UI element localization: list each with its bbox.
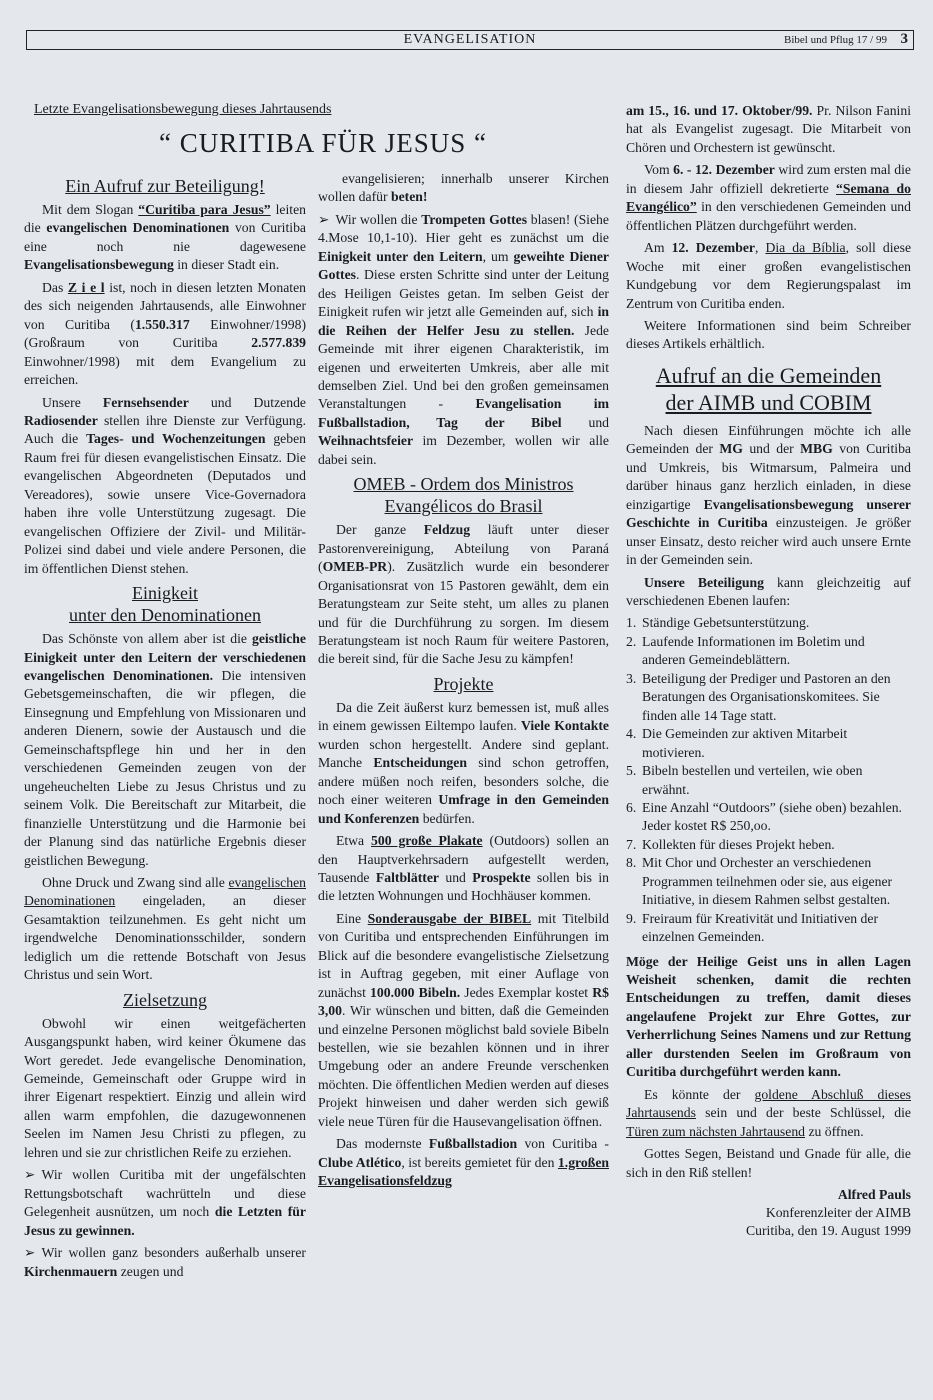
heading-omeb: OMEB - Ordem dos Ministros [353, 474, 574, 495]
headline: “ CURITIBA FÜR JESUS “ [158, 128, 488, 158]
paragraph: Möge der Heilige Geist uns in allen Lagen Weisheit schenken, damit die rechten Entscheidungen zu treffen, damit dieses angelaufene Projekt zur Ehre Gottes, zur Verherrlichung Seines Namens und zur Rettung aller durstenden Seelen im Großraum von Curitiba durchgeführt werden kann. [626, 953, 911, 1080]
heading-einigkeit: Einigkeit [132, 583, 198, 604]
bullet-item: ➢ Wir wollen Curitiba mit der ungefälschten Rettungsbotschaft wachrütteln und diese Gelegenheit ausnützen, um noch die Letzten für Jesus zu gewinnen. [24, 1167, 306, 1238]
arrow-icon: ➢ [24, 1167, 36, 1183]
heading-aufruf: Ein Aufruf zur Beteiligung! [65, 176, 265, 196]
heading-projekte: Projekte [433, 673, 494, 694]
paragraph: Es könnte der goldene Abschluß dieses Jahrtausends sein und der beste Schlüssel, die Türen zum nächsten Jahrtausend zu öffnen. [626, 1086, 911, 1139]
paragraph: Ohne Druck und Zwang sind alle evangelischen Denominationen eingeladen, an dieser Gesamtaktion teilzunehmen. Es geht nicht um irgendwelche Denominationsschilder, sondern lediglich um die rettende Botschaft von Jesus Christus und sein Wort. [24, 874, 306, 983]
paragraph: Das Schönste von allem aber ist die geistliche Einigkeit unter den Leitern der verschiedenen evangelischen Denominationen. Die intensiven Gebetsgemeinschaften, die wir pflegen, die Einsegnung und Empfehlung von Missionaren und anderen Dienern, sowie der Austausch und die Gemeinschaftspflege hin und her in den verschiedenen Gemeinden zeugen von der ungeheuchelten Liebe zu Jesus Christus und zu seinem Volk. Die Bereitschaft zur Mitarbeit, die finanzielle Unterstützung und die Harmonie bei der Planung sind das natürliche Ergebnis dieser geistlichen Bewegung. [24, 631, 306, 868]
paragraph: Vom 6. - 12. Dezember wird zum ersten mal die in diesem Jahr offiziell dekretierte “Semana do Evangélico” in den verschiedenen Gemeinden und öffentlichen Plätzen durchgeführt werden. [626, 162, 911, 233]
paragraph: Gottes Segen, Beistand und Gnade für alle, die sich in den Riß stellen! [626, 1146, 911, 1180]
paragraph: Da die Zeit äußerst kurz bemessen ist, muß alles in einem gewissen Eiltempo laufen. Viele Kontakte wurden schon hergestellt. Andere sind geplant. Manche Entscheidungen sind schon getroffen, andere müßen noch reifen, besonders solche, die noch einer weiteren Umfrage in den Gemeinden und Konferenzen bedürfen. [318, 699, 609, 826]
bullet-item: ➢ Wir wollen die Trompeten Gottes blasen! (Siehe 4.Mose 10,1-10). Hier geht es zunächst um die Einigkeit unter den Leitern, um geweihte Diener Gottes. Diese ersten Schritte sind unter der Leitung des Heiligen Geistes getan. Im selben Geist der Einigkeit rufen wir jetzt alle Gemeinden auf, sich in die Reihen der Helfer Jesu zu stellen. Jede Gemeinde mit ihrer eigenen Charakteristik, im eigenen und erweiterten Umkreis, aber alle mit demselben Ziel. Und bei den großen gemeinsamen Veranstaltungen - Evangelisation im Fußballstadion, Tag der Bibel und Weihnachtsfeier im Dezember, wollen wir alle dabei sein. [318, 211, 610, 467]
list-item: 5. Bibeln bestellen und verteilen, wie oben erwähnt. [626, 763, 863, 797]
paragraph: Obwohl wir einen weitgefächerten Ausgangspunkt haben, wird keiner Ökumene das Wort geredet. Jede evangelische Denomination, Gemeinde, Gemeinschaft oder Gruppe wird in ihrer Eigenart respektiert. Einzig und allein wird allen warm empfohlen, die dazugewonnenen Seelen im Namen Jesu Christi zu pflegen, zu lehren und sie zur christlichen Reife zu erziehen. [24, 1015, 306, 1160]
heading-omeb-sub: Evangélicos do Brasil [384, 496, 543, 517]
list-item: 1. Ständige Gebetsunterstützung. [626, 615, 810, 631]
paragraph: Nach diesen Einführungen möchte ich alle Gemeinden der MG und der MBG von Curitiba und Umkreis, bis Witmarsum, Palmeira und darüber hinaus ganz herzlich einladen, in diese einzigartige Evangelisationsbewegung unserer Geschichte in Curitiba einzusteigen. Je größer unser Einsatz, desto reicher wird auch unsere Ernte in der Gemeinden sein. [626, 422, 911, 568]
paragraph: am 15., 16. und 17. Oktober/99. Pr. Nilson Fanini hat als Evangelist zugesagt. Die Mitarbeit von Chören und Orchestern ist gewünscht. [626, 103, 911, 155]
list-item: 9. Freiraum für Kreativität und Initiativen der einzelnen Gemeinden. [626, 910, 879, 945]
column-1 [24, 172, 306, 1285]
page-number: 3 [900, 31, 908, 47]
arrow-icon: ➢ [24, 1245, 36, 1261]
paragraph: Unsere Beteiligung kann gleichzeitig auf verschiedenen Ebenen laufen: [626, 574, 911, 608]
author-place-date: Curitiba, den 19. August 1999 [745, 1223, 911, 1239]
list-item: 3. Beteiligung der Prediger und Pastoren an den Beratungen des Organisationskomitees. Sie finden alle 14 Tage statt. [626, 670, 891, 723]
heading-einigkeit-sub: unter den Denominationen [69, 605, 261, 626]
author-name: Alfred Pauls [837, 1187, 911, 1203]
kicker: Letzte Evangelisationsbewegung dieses Jahrtausends [34, 102, 332, 117]
author-role: Konferenzleiter der AIMB [765, 1205, 911, 1221]
list-item: 7. Kollekten für dieses Projekt heben. [626, 836, 835, 852]
participation-list [626, 614, 911, 946]
bullet-item: ➢ Wir wollen ganz besonders außerhalb unserer Kirchenmauern zeugen und [24, 1245, 306, 1279]
paragraph: Eine Sonderausgabe der BIBEL mit Titelbild von Curitiba und entsprechenden Einführungen im Blick auf die besondere evangelistische Zielsetzung ist in Auftrag gegeben, mit einer Auflage von zunächst 100.000 Bibeln. Jedes Exemplar kostet R$ 3,00. Wir wünschen und bitten, daß die Gemeinden und einzelne Personen möglichst bald soviele Bibeln bestellen, wie sie bezahlen können und in ihrer Umgebung oder an andere Freunde verschenken möchten. Die öffentlichen Medien werden auf dieses Projekt hinweisen und daher werden sich gewiß viele neue Türen für die Hausevangelisation öffnen. [318, 910, 609, 1129]
paragraph: Am 12. Dezember, Dia da Bíblia, soll diese Woche mit einer großen evangelistischen Kundgebung vor dem Regierungspalast im Zentrum von Curitiba enden. [626, 240, 912, 311]
arrow-icon: ➢ [318, 211, 330, 227]
issue-label: Bibel und Pflug 17 / 99 [784, 34, 887, 46]
paragraph: evangelisieren; innerhalb unserer Kirchen wollen dafür beten! [318, 171, 609, 205]
heading-aufruf-gemeinden: Aufruf an die Gemeinden [655, 362, 882, 388]
list-item: 2. Laufende Informationen im Boletim und anderen Gemeindeblättern. [626, 633, 865, 668]
column-3 [626, 102, 911, 1240]
page-header [26, 30, 914, 50]
paragraph: Das modernste Fußballstadion von Curitiba - Clube Atlético, ist bereits gemietet für den 1.großen Evangelisationsfeldzug [318, 1136, 610, 1189]
column-2 [318, 170, 609, 1195]
paragraph: Unsere Fernsehsender und Dutzende Radiosender stellen ihre Dienste zur Verfügung. Auch die Tages- und Wochenzeitungen geben Raum frei für diesen evangelistischen Einsatz. Die evangelischen Abgeordneten (Deputados und Vereadores), sowie unsere Vice-Governadora haben ihre volle Unterstützung zugesagt. Die evangelischen Offiziere der Zivil- und Militär-Polizei sind dabei und viele andere Personen, die im öffentlichen Dienst stehen. [24, 394, 307, 576]
signature-block [626, 1186, 911, 1240]
paragraph: Der ganze Feldzug läuft unter dieser Pastorenvereinigung, Abteilung von Paraná (OMEB-PR). Zusätzlich wurde ein besonderer Organisationsrat von 15 Pastoren gewählt, dem ein Beratungsteam zur Seite steht, um alles zu planen und für die Durchführung zu sorgen. Im diesem Beratungsteam ist noch Raum für weitere Pastoren, die bereit sind, für die Sache Jesu zu kämpfen! [318, 522, 609, 667]
list-item: 4. Die Gemeinden zur aktiven Mitarbeit motivieren. [626, 726, 848, 760]
heading-aufruf-gemeinden-sub: der AIMB und COBIM [665, 389, 872, 415]
paragraph: Weitere Informationen sind beim Schreiber dieses Artikels erhältlich. [626, 317, 911, 352]
section-title: EVANGELISATION [403, 32, 537, 47]
paragraph: Mit dem Slogan “Curitiba para Jesus” leiten die evangelischen Denominationen von Curitiba eine noch nie dagewesene Evangelisationsbewegung in dieser Stadt ein. [24, 202, 306, 273]
list-item: 8. Mit Chor und Orchester an verschiedenen Programmen teilnehmen oder sie, aus eigener Initiative, in diesem Rahmen selbst gestalten. [626, 855, 893, 908]
paragraph: Etwa 500 große Plakate (Outdoors) sollen an den Hauptverkehrsadern aufgestellt werden, Tausende Faltblätter und Prospekte sollen bis in die letzten Wohnungen und Hochhäuser kommen. [318, 833, 609, 904]
paragraph: Das Z i e l ist, noch in diesen letzten Monaten des sich neigenden Jahrtausends, alle Einwohner von Curitiba (1.550.317 Einwohner/1998) (Großraum von Curitiba 2.577.839 Einwohner/1998) mit dem Evangelium zu erreichen. [24, 279, 306, 388]
list-item: 6. Eine Anzahl “Outdoors” (siehe oben) bezahlen. Jeder kostet R$ 250,oo. [626, 799, 902, 834]
heading-zielsetzung: Zielsetzung [123, 989, 207, 1010]
